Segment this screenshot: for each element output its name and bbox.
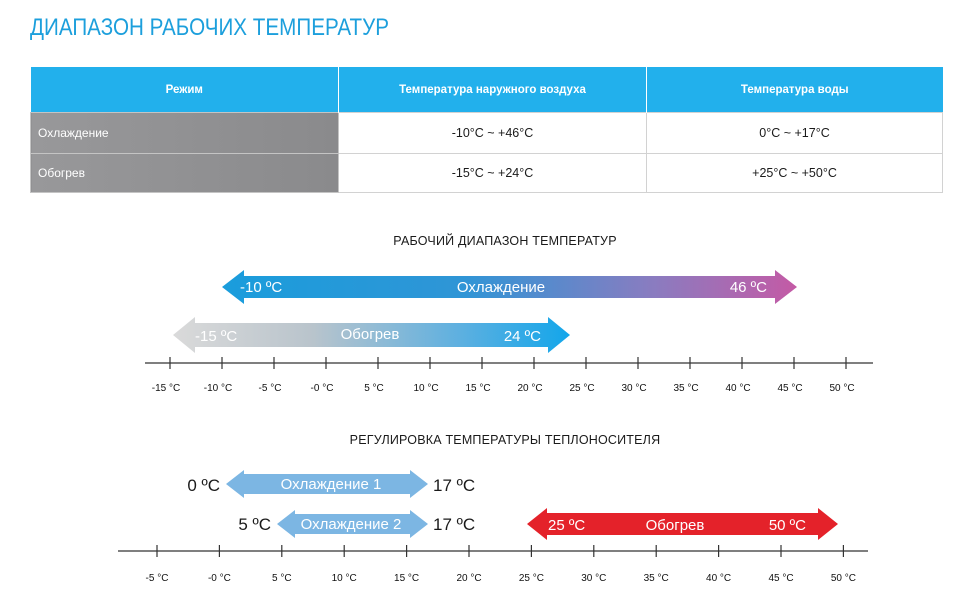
cooling-2-label: Охлаждение 2 xyxy=(300,516,402,533)
cooling-1-label: Охлаждение 1 xyxy=(280,476,382,493)
table-row xyxy=(31,154,943,193)
axis-tick-label: 5 °C xyxy=(364,383,384,394)
coolant-heating-range-arrow xyxy=(527,508,838,540)
cooling-2-min-label: 5 ºC xyxy=(238,515,271,534)
axis-tick-label: -5 °C xyxy=(145,573,169,584)
coolant-heating-min-label: 25 ºC xyxy=(548,517,586,534)
axis-tick-label: 20 °C xyxy=(456,573,482,584)
cooling-min-label: -10 ºC xyxy=(240,279,283,296)
mode-cell: Охлаждение xyxy=(31,113,339,154)
axis-tick-label: 15 °C xyxy=(465,383,491,394)
header-outdoor-temp: Температура наружного воздуха xyxy=(339,67,647,113)
cooling-range-label: Охлаждение xyxy=(456,279,546,296)
axis-tick-label: -10 °C xyxy=(203,383,233,394)
cooling-range-arrow xyxy=(222,270,797,304)
heating-range-label: Обогрев xyxy=(340,326,400,343)
axis-tick-label: 25 °C xyxy=(569,383,595,394)
axis-tick-label: 40 °C xyxy=(725,383,751,394)
heating-min-label: -15 ºC xyxy=(195,328,238,345)
table-row xyxy=(31,113,943,154)
coolant-range-axis xyxy=(118,545,868,584)
axis-tick-label: 50 °C xyxy=(830,573,856,584)
cooling-2-range-arrow xyxy=(238,510,475,538)
cooling-1-max-label: 17 ºC xyxy=(433,476,476,495)
axis-tick-label: 5 °C xyxy=(272,573,292,584)
cooling-max-label: 46 ºC xyxy=(729,279,767,296)
heating-max-label: 24 ºC xyxy=(503,328,541,345)
axis-tick-label: 20 °C xyxy=(517,383,543,394)
axis-tick-label: -15 °C xyxy=(151,383,181,394)
header-mode: Режим xyxy=(31,67,339,113)
heating-range-arrow xyxy=(173,317,570,353)
axis-tick-label: 45 °C xyxy=(777,383,803,394)
water-temp-cell: 0°C ~ +17°C xyxy=(647,113,943,154)
cooling-2-max-label: 17 ºC xyxy=(433,515,476,534)
coolant-heating-max-label: 50 ºC xyxy=(768,517,806,534)
axis-tick-label: 35 °C xyxy=(673,383,699,394)
axis-tick-label: 40 °C xyxy=(706,573,732,584)
cooling-1-range-arrow xyxy=(187,470,475,498)
header-water-temp: Температура воды xyxy=(647,67,943,113)
mode-cell: Обогрев xyxy=(31,154,339,193)
axis-tick-label: -5 °C xyxy=(258,383,282,394)
axis-tick-label: 10 °C xyxy=(413,383,439,394)
axis-tick-label: 35 °C xyxy=(643,573,669,584)
coolant-heating-label: Обогрев xyxy=(645,517,705,534)
water-temp-cell: +25°C ~ +50°C xyxy=(647,154,943,193)
working-range-axis xyxy=(145,357,873,394)
axis-tick-label: 50 °C xyxy=(829,383,855,394)
axis-tick-label: 25 °C xyxy=(518,573,544,584)
cooling-1-min-label: 0 ºC xyxy=(187,476,220,495)
axis-tick-label: 10 °C xyxy=(331,573,357,584)
outdoor-temp-cell: -10°C ~ +46°C xyxy=(339,113,647,154)
axis-tick-label: -0 °C xyxy=(207,573,231,584)
axis-tick-label: 30 °C xyxy=(621,383,647,394)
operating-temperature-table xyxy=(30,67,943,193)
table-header-row xyxy=(31,67,943,113)
working-range-title: РАБОЧИЙ ДИАПАЗОН ТЕМПЕРАТУР xyxy=(393,234,617,248)
axis-tick-label: 30 °C xyxy=(581,573,607,584)
axis-tick-label: 15 °C xyxy=(394,573,420,584)
axis-tick-label: -0 °C xyxy=(310,383,334,394)
axis-tick-label: 45 °C xyxy=(768,573,794,584)
outdoor-temp-cell: -15°C ~ +24°C xyxy=(339,154,647,193)
page-title: ДИАПАЗОН РАБОЧИХ ТЕМПЕРАТУР xyxy=(30,14,390,41)
coolant-range-title: РЕГУЛИРОВКА ТЕМПЕРАТУРЫ ТЕПЛОНОСИТЕЛЯ xyxy=(349,433,661,447)
